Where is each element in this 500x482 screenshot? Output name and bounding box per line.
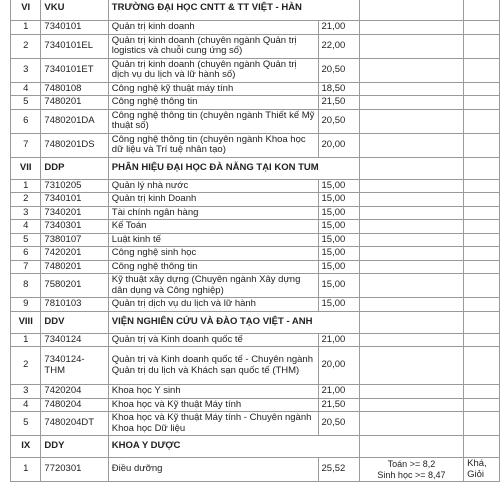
major-name: Quản trị kinh doanh (chuyên ngành Quản trị dịch vụ du lịch và lữ hành số) — [108, 58, 318, 82]
row-number: 5 — [11, 96, 41, 110]
admission-score: 18,50 — [318, 82, 359, 96]
condition-empty — [359, 193, 463, 207]
major-code: 7480201 — [41, 96, 108, 110]
rank-empty — [464, 58, 500, 82]
section-name: KHOA Y DƯỢC — [108, 436, 359, 458]
table-row — [11, 206, 500, 220]
condition-empty — [359, 247, 463, 261]
rank-empty — [464, 233, 500, 247]
table-row — [11, 274, 500, 298]
rank-empty — [464, 398, 500, 412]
major-name: Điều dưỡng — [108, 458, 318, 482]
condition-biology: Sinh học >= 8,47 — [377, 469, 446, 480]
major-name: Công nghệ sinh học — [108, 247, 318, 261]
subject-condition — [359, 458, 463, 482]
table-row — [11, 298, 500, 312]
table-row — [11, 109, 500, 133]
major-code: 7720301 — [41, 458, 108, 482]
section-header-row — [11, 436, 500, 458]
table-row — [11, 193, 500, 207]
admission-score: 21,00 — [318, 21, 359, 35]
major-name: Công nghệ thông tin (chuyên ngành Thiết kế Mỹ thuật số) — [108, 109, 318, 133]
major-code: 7480201DA — [41, 109, 108, 133]
table-row — [11, 260, 500, 274]
rank-empty — [464, 179, 500, 193]
admission-score: 20,00 — [318, 133, 359, 157]
admission-score-table — [10, 0, 500, 482]
rank-empty — [464, 206, 500, 220]
table-row — [11, 333, 500, 347]
admission-score: 20,50 — [318, 109, 359, 133]
rank-empty — [464, 333, 500, 347]
condition-empty — [359, 260, 463, 274]
rank-line-2: Giỏi — [467, 468, 485, 480]
section-header-row — [11, 157, 500, 179]
major-code: 7340124 — [41, 333, 108, 347]
table-row — [11, 458, 500, 482]
table-row — [11, 34, 500, 58]
major-name: Công nghệ thông tin — [108, 260, 318, 274]
table-body — [11, 0, 500, 482]
major-name: Công nghệ thông tin (chuyên ngành Khoa học dữ liệu và Trí tuệ nhân tạo) — [108, 133, 318, 157]
rank-empty — [464, 412, 500, 436]
major-name: Luật kinh tế — [108, 233, 318, 247]
row-number: 1 — [11, 21, 41, 35]
table-row — [11, 82, 500, 96]
major-code: 7480204DT — [41, 412, 108, 436]
row-number: 1 — [11, 458, 41, 482]
section-empty-cell — [464, 157, 500, 179]
admission-score: 20,50 — [318, 58, 359, 82]
major-code: 7580201 — [41, 274, 108, 298]
major-name: Khoa học Y sinh — [108, 385, 318, 399]
admission-score: 21,50 — [318, 398, 359, 412]
table-row — [11, 133, 500, 157]
row-number: 3 — [11, 385, 41, 399]
major-code: 7340101 — [41, 21, 108, 35]
section-number: IX — [11, 436, 41, 458]
row-number: 7 — [11, 133, 41, 157]
rank-empty — [464, 109, 500, 133]
rank-empty — [464, 298, 500, 312]
row-number: 8 — [11, 274, 41, 298]
table-row — [11, 220, 500, 234]
admission-score: 15,00 — [318, 247, 359, 261]
section-empty-cell — [359, 311, 463, 333]
row-number: 6 — [11, 109, 41, 133]
admission-score: 15,00 — [318, 179, 359, 193]
major-code: 7340101ET — [41, 58, 108, 82]
section-number: VII — [11, 157, 41, 179]
section-empty-cell — [359, 0, 463, 21]
condition-empty — [359, 274, 463, 298]
condition-empty — [359, 220, 463, 234]
admission-score: 20,00 — [318, 347, 359, 385]
table-row — [11, 21, 500, 35]
admission-score: 22,00 — [318, 34, 359, 58]
section-name: VIỆN NGHIÊN CỨU VÀ ĐÀO TẠO VIỆT - ANH — [108, 311, 359, 333]
academic-rank — [464, 458, 500, 482]
condition-empty — [359, 109, 463, 133]
major-name: Quản trị dịch vụ du lịch và lữ hành — [108, 298, 318, 312]
rank-empty — [464, 193, 500, 207]
condition-empty — [359, 58, 463, 82]
condition-empty — [359, 233, 463, 247]
major-code: 7420204 — [41, 385, 108, 399]
rank-empty — [464, 260, 500, 274]
section-code: DDV — [41, 311, 108, 333]
row-number: 5 — [11, 233, 41, 247]
admission-score: 20,50 — [318, 412, 359, 436]
table-row — [11, 96, 500, 110]
admission-score: 15,00 — [318, 260, 359, 274]
row-number: 2 — [11, 347, 41, 385]
major-name: Khoa học và Kỹ thuật Máy tính — [108, 398, 318, 412]
major-name: Quản trị và Kinh doanh quốc tế — [108, 333, 318, 347]
row-number: 7 — [11, 260, 41, 274]
section-number: VI — [11, 0, 41, 21]
major-name: Quản trị kinh Doanh — [108, 193, 318, 207]
major-code: 7340101 — [41, 193, 108, 207]
condition-empty — [359, 385, 463, 399]
condition-empty — [359, 34, 463, 58]
table-row — [11, 398, 500, 412]
row-number: 4 — [11, 82, 41, 96]
major-code: 7340124-THM — [41, 347, 108, 385]
major-name: Công nghệ kỹ thuật máy tính — [108, 82, 318, 96]
major-code: 7340101EL — [41, 34, 108, 58]
rank-empty — [464, 274, 500, 298]
table-row — [11, 58, 500, 82]
table-row — [11, 179, 500, 193]
row-number: 6 — [11, 247, 41, 261]
section-name: PHÂN HIỆU ĐẠI HỌC ĐÀ NẴNG TẠI KON TUM — [108, 157, 359, 179]
major-name: Kỹ thuật xây dựng (Chuyên ngành Xây dựng dân dụng và Công nghiệp) — [108, 274, 318, 298]
section-header-row — [11, 311, 500, 333]
section-code: DDP — [41, 157, 108, 179]
major-name: Quản trị và Kinh doanh quốc tế - Chuyên ngành Quản trị du lịch và Khách sạn quốc tế (THM) — [108, 347, 318, 385]
row-number: 1 — [11, 179, 41, 193]
table-row — [11, 347, 500, 385]
admission-score: 15,00 — [318, 220, 359, 234]
admission-score: 25,52 — [318, 458, 359, 482]
table-row — [11, 247, 500, 261]
rank-empty — [464, 133, 500, 157]
rank-empty — [464, 34, 500, 58]
major-code: 7480108 — [41, 82, 108, 96]
table-row — [11, 412, 500, 436]
major-name: Quản lý nhà nước — [108, 179, 318, 193]
condition-empty — [359, 333, 463, 347]
row-number: 1 — [11, 333, 41, 347]
major-name: Khoa học và Kỹ thuật Máy tính - Chuyên ngành Khoa học Dữ liệu — [108, 412, 318, 436]
row-number: 2 — [11, 34, 41, 58]
rank-empty — [464, 347, 500, 385]
section-code: VKU — [41, 0, 108, 21]
section-name: TRƯỜNG ĐẠI HỌC CNTT & TT VIỆT - HÀN — [108, 0, 359, 21]
section-empty-cell — [464, 311, 500, 333]
admission-score: 21,00 — [318, 385, 359, 399]
admission-score: 15,00 — [318, 298, 359, 312]
condition-empty — [359, 179, 463, 193]
rank-line-1: Khá, — [467, 458, 487, 469]
major-code: 7340201 — [41, 206, 108, 220]
major-code: 7310205 — [41, 179, 108, 193]
rank-empty — [464, 96, 500, 110]
condition-empty — [359, 206, 463, 220]
row-number: 2 — [11, 193, 41, 207]
major-name: Quản trị kinh doanh (chuyên ngành Quản trị logistics và chuỗi cung ứng số) — [108, 34, 318, 58]
admission-score: 21,00 — [318, 333, 359, 347]
condition-empty — [359, 298, 463, 312]
section-empty-cell — [464, 0, 500, 21]
section-empty-cell — [359, 436, 463, 458]
condition-empty — [359, 21, 463, 35]
major-code: 7340301 — [41, 220, 108, 234]
major-name: Tài chính ngân hàng — [108, 206, 318, 220]
section-empty-cell — [464, 436, 500, 458]
admission-score: 15,00 — [318, 233, 359, 247]
rank-empty — [464, 220, 500, 234]
major-code: 7480204 — [41, 398, 108, 412]
condition-empty — [359, 347, 463, 385]
rank-empty — [464, 21, 500, 35]
major-code: 7380107 — [41, 233, 108, 247]
major-name: Công nghệ thông tin — [108, 96, 318, 110]
major-code: 7480201DS — [41, 133, 108, 157]
row-number: 3 — [11, 206, 41, 220]
condition-empty — [359, 398, 463, 412]
major-name: Kế Toán — [108, 220, 318, 234]
row-number: 4 — [11, 220, 41, 234]
admission-score: 15,00 — [318, 193, 359, 207]
rank-empty — [464, 385, 500, 399]
rank-empty — [464, 247, 500, 261]
condition-empty — [359, 133, 463, 157]
condition-math: Toán >= 8,2 — [387, 459, 436, 469]
section-number: VIII — [11, 311, 41, 333]
row-number: 4 — [11, 398, 41, 412]
major-code: 7420201 — [41, 247, 108, 261]
section-code: DDY — [41, 436, 108, 458]
table-row — [11, 385, 500, 399]
major-code: 7810103 — [41, 298, 108, 312]
admission-score: 21,50 — [318, 96, 359, 110]
admission-score: 15,00 — [318, 274, 359, 298]
major-name: Quản trị kinh doanh — [108, 21, 318, 35]
admission-score: 15,00 — [318, 206, 359, 220]
condition-empty — [359, 412, 463, 436]
condition-empty — [359, 96, 463, 110]
row-number: 3 — [11, 58, 41, 82]
row-number: 5 — [11, 412, 41, 436]
row-number: 9 — [11, 298, 41, 312]
table-row — [11, 233, 500, 247]
condition-empty — [359, 82, 463, 96]
section-header-row — [11, 0, 500, 21]
rank-empty — [464, 82, 500, 96]
section-empty-cell — [359, 157, 463, 179]
major-code: 7480201 — [41, 260, 108, 274]
